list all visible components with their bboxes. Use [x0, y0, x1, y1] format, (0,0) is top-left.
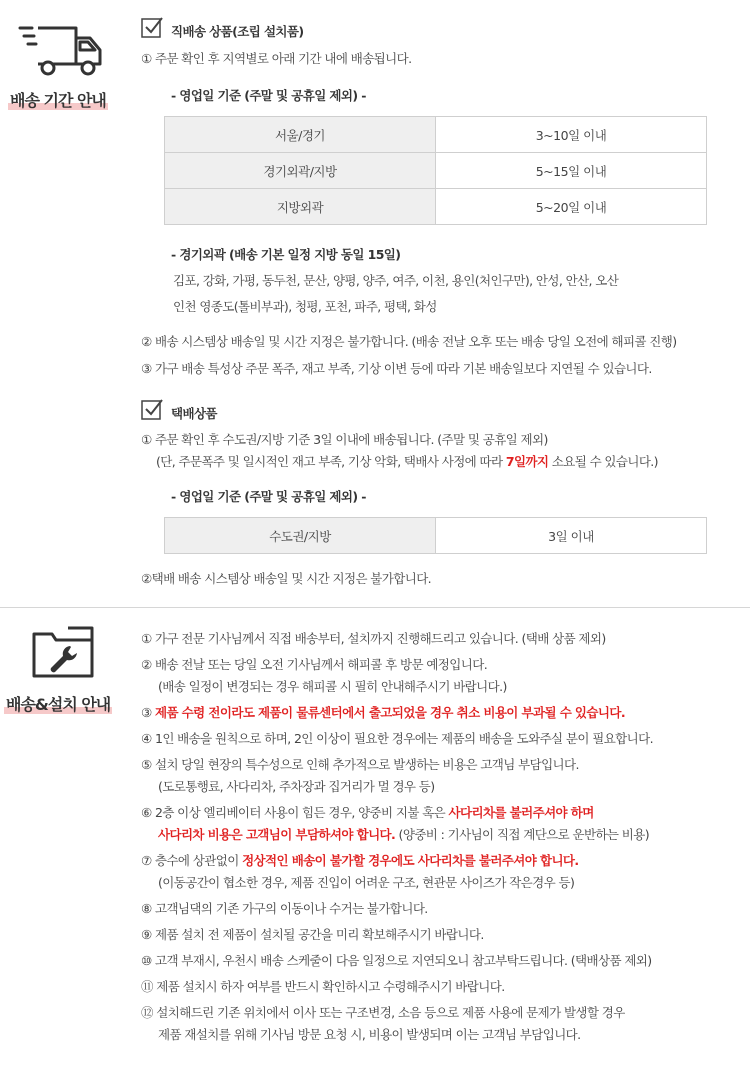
direct-delivery-title: 직배송 상품(조립 설치품)	[171, 24, 304, 39]
parcel-title: 택배상품	[171, 406, 217, 421]
table-row	[165, 117, 707, 153]
install-item-5a: ⑤ 설치 당일 현장의 특수성으로 인해 추가적으로 발생하는 비용은 고객님 부담입니다.	[141, 757, 579, 772]
install-item-2b: (배송 일정이 변경되는 경우 해피콜 시 필히 안내해주시기 바랍니다.)	[158, 679, 507, 694]
install-item-12a: ⑫ 설치해드린 기존 위치에서 이사 또는 구조변경, 소음 등으로 제품 사용에 문제가 발생할 경우	[141, 1005, 625, 1020]
period-cell: 3일 이내	[436, 518, 707, 554]
truck-icon	[18, 20, 104, 80]
installation-section	[0, 607, 750, 1065]
installation-label: 배송&설치 안내	[6, 695, 111, 714]
install-item-6b: 사다리차 비용은 고객님이 부담하셔야 합니다. (양중비 : 기사님이 직접 계단으로 운반하는 비용)	[158, 827, 649, 842]
parcel-note-2: ②택배 배송 시스템상 배송일 및 시간 지정은 불가합니다.	[141, 571, 432, 586]
direct-delivery-table	[164, 116, 707, 225]
outer-area-heading: - 경기외곽 (배송 기본 일정 지방 동일 15일)	[171, 247, 401, 262]
period-cell: 3~10일 이내	[436, 117, 707, 153]
install-item-10: ⑩ 고객 부재시, 우천시 배송 스케줄이 다음 일정으로 지연되오니 참고부탁드립니다. (택배상품 제외)	[141, 953, 652, 968]
install-item-9: ⑨ 제품 설치 전 제품이 설치될 공간을 미리 확보해주시기 바랍니다.	[141, 927, 484, 942]
parcel-line2: (단, 주문폭주 및 일시적인 재고 부족, 기상 악화, 택배사 사정에 따라 7일까지 소요될 수 있습니다.)	[156, 454, 658, 469]
table-row	[165, 518, 707, 554]
region-cell: 지방외곽	[165, 189, 436, 225]
region-cell: 경기외곽/지방	[165, 153, 436, 189]
period-cell: 5~20일 이내	[436, 189, 707, 225]
outer-area-list-2: 인천 영종도(톨비부과), 청평, 포천, 파주, 평택, 화성	[173, 299, 437, 314]
table-row	[165, 189, 707, 225]
install-item-5b: (도로통행료, 사다리차, 주차장과 집거리가 멀 경우 등)	[158, 779, 435, 794]
parcel-delivery-table	[164, 517, 707, 554]
install-item-8: ⑧ 고객님댁의 기존 가구의 이동이나 수거는 불가합니다.	[141, 901, 428, 916]
toolbox-wrench-icon	[30, 624, 96, 680]
direct-note-2: ② 배송 시스템상 배송일 및 시간 지정은 불가합니다. (배송 전날 오후 또는 배송 당일 오전에 해피콜 진행)	[141, 334, 677, 349]
install-item-4: ④ 1인 배송을 원칙으로 하며, 2인 이상이 필요한 경우에는 제품의 배송을 도와주실 분이 필요합니다.	[141, 731, 653, 746]
install-item-7a: ⑦ 층수에 상관없이 정상적인 배송이 불가할 경우에도 사다리차를 불러주셔야 합니다.	[141, 853, 579, 868]
parcel-business-day-heading: - 영업일 기준 (주말 및 공휴일 제외) -	[171, 489, 366, 504]
direct-business-day-heading: - 영업일 기준 (주말 및 공휴일 제외) -	[171, 88, 366, 103]
table-row	[165, 153, 707, 189]
install-item-11: ⑪ 제품 설치시 하자 여부를 반드시 확인하시고 수령해주시기 바랍니다.	[141, 979, 505, 994]
region-cell: 서울/경기	[165, 117, 436, 153]
direct-note-3: ③ 가구 배송 특성상 주문 폭주, 재고 부족, 기상 이변 등에 따라 기본 배송일보다 지연될 수 있습니다.	[141, 361, 652, 376]
checkbox-icon	[141, 398, 163, 420]
direct-delivery-line1: ① 주문 확인 후 지역별로 아래 기간 내에 배송됩니다.	[141, 51, 412, 66]
install-item-2a: ② 배송 전날 또는 당일 오전 기사님께서 해피콜 후 방문 예정입니다.	[141, 657, 488, 672]
delivery-period-label: 배송 기간 안내	[10, 91, 106, 110]
checkbox-icon	[141, 16, 163, 38]
parcel-line1: ① 주문 확인 후 수도권/지방 기준 3일 이내에 배송됩니다. (주말 및 공휴일 제외)	[141, 432, 548, 447]
install-item-3: ③ 제품 수령 전이라도 제품이 물류센터에서 출고되었을 경우 취소 비용이 부과될 수 있습니다.	[141, 705, 625, 720]
region-cell: 수도권/지방	[165, 518, 436, 554]
install-item-12b: 제품 재설치를 위해 기사님 방문 요청 시, 비용이 발생되며 이는 고객님 부담입니다.	[158, 1027, 581, 1042]
install-item-6a: ⑥ 2층 이상 엘리베이터 사용이 힘든 경우, 양중비 지불 혹은 사다리차를 불러주셔야 하며	[141, 805, 594, 820]
outer-area-list-1: 김포, 강화, 가평, 동두천, 문산, 양평, 양주, 여주, 이천, 용인(처인구만), 안성, 안산, 오산	[173, 273, 619, 288]
install-item-1: ① 가구 전문 기사님께서 직접 배송부터, 설치까지 진행해드리고 있습니다. (택배 상품 제외)	[141, 631, 606, 646]
period-cell: 5~15일 이내	[436, 153, 707, 189]
install-item-7b: (이동공간이 협소한 경우, 제품 진입이 어려운 구조, 현관문 사이즈가 작은경우 등)	[158, 875, 575, 890]
